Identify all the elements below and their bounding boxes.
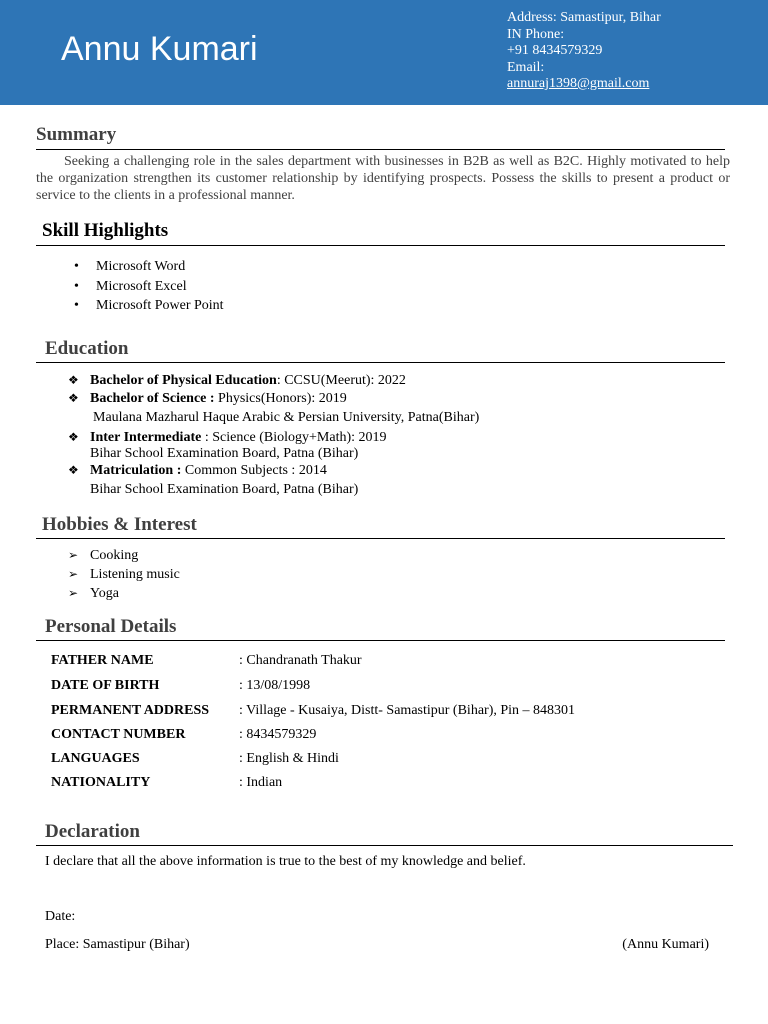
- education-entry: [90, 429, 387, 446]
- arrow-bullet-icon: ➢: [68, 586, 79, 600]
- skills-divider: [36, 245, 725, 246]
- bullet-icon: •: [74, 279, 79, 294]
- education-divider: [36, 362, 725, 363]
- degree-name: Bachelor of Science :: [90, 391, 215, 406]
- candidate-name: Annu Kumari: [61, 30, 258, 68]
- summary-text: Seeking a challenging role in the sales department with businesses in B2B as well as B2C. Highly motivated to help the organization strengthen its customer relationship by identifying prospects. Possess the skills to present a product or service to the clients in a professional manner.: [36, 154, 730, 203]
- detail-label: LANGUAGES: [51, 751, 140, 766]
- detail-value: : Village - Kusaiya, Distt- Samastipur (Bihar), Pin – 848301: [239, 703, 576, 718]
- degree-detail: : Science (Biology+Math): 2019: [201, 430, 387, 445]
- place-label: Place: Samastipur (Bihar): [45, 937, 190, 952]
- summary-divider: [36, 149, 725, 150]
- detail-label: DATE OF BIRTH: [51, 678, 160, 693]
- degree-name: Bachelor of Physical Education: [90, 373, 277, 388]
- contact-block: [507, 10, 661, 93]
- hobby-item: Yoga: [90, 586, 119, 601]
- detail-label: PERMANENT ADDRESS: [51, 703, 210, 718]
- degree-detail: Physics(Honors): 2019: [214, 391, 347, 406]
- summary-heading: Summary: [36, 124, 117, 145]
- detail-value: : 13/08/1998: [239, 678, 311, 693]
- email-label: Email:: [507, 59, 545, 75]
- degree-name: Matriculation :: [90, 463, 182, 478]
- skill-item: Microsoft Power Point: [96, 298, 224, 313]
- diamond-bullet-icon: ❖: [68, 391, 79, 405]
- phone-number: +91 8434579329: [507, 43, 603, 58]
- arrow-bullet-icon: ➢: [68, 548, 79, 562]
- skill-item: Microsoft Excel: [96, 279, 187, 294]
- declaration-divider: [36, 845, 733, 846]
- detail-value: : Chandranath Thakur: [239, 653, 362, 668]
- header-banner: [0, 0, 768, 105]
- declaration-heading: Declaration: [45, 821, 140, 842]
- institution-name: Bihar School Examination Board, Patna (Bihar): [90, 482, 359, 497]
- education-entry: [90, 462, 327, 479]
- education-entry: [90, 372, 406, 389]
- phone-label: IN Phone:: [507, 26, 565, 42]
- email-link[interactable]: annuraj1398@gmail.com: [507, 76, 650, 91]
- personal-heading: Personal Details: [45, 616, 177, 637]
- skill-item: Microsoft Word: [96, 259, 186, 274]
- detail-label: NATIONALITY: [51, 775, 151, 790]
- hobbies-heading: Hobbies & Interest: [42, 514, 197, 535]
- signature-name: (Annu Kumari): [622, 937, 709, 952]
- diamond-bullet-icon: ❖: [68, 373, 79, 387]
- education-heading: Education: [45, 338, 129, 359]
- declaration-text: I declare that all the above information is true to the best of my knowledge and belief.: [45, 854, 526, 869]
- detail-label: CONTACT NUMBER: [51, 727, 186, 742]
- diamond-bullet-icon: ❖: [68, 430, 79, 444]
- bullet-icon: •: [74, 298, 79, 313]
- date-label: Date:: [45, 909, 76, 924]
- degree-detail: : CCSU(Meerut): 2022: [276, 373, 406, 388]
- arrow-bullet-icon: ➢: [68, 567, 79, 581]
- hobbies-divider: [36, 538, 725, 539]
- detail-label: FATHER NAME: [51, 653, 154, 668]
- hobby-item: Cooking: [90, 548, 139, 563]
- detail-value: : 8434579329: [239, 727, 317, 742]
- degree-detail: Common Subjects : 2014: [181, 463, 327, 478]
- bullet-icon: •: [74, 259, 79, 274]
- institution-name: Bihar School Examination Board, Patna (Bihar): [90, 446, 359, 461]
- detail-value: : English & Hindi: [239, 751, 339, 766]
- skills-heading: Skill Highlights: [42, 220, 169, 241]
- degree-name: Inter Intermediate: [90, 430, 202, 445]
- education-entry: [90, 390, 347, 407]
- hobby-item: Listening music: [90, 567, 180, 582]
- institution-name: Maulana Mazharul Haque Arabic & Persian University, Patna(Bihar): [93, 410, 480, 425]
- diamond-bullet-icon: ❖: [68, 463, 79, 477]
- detail-value: : Indian: [239, 775, 283, 790]
- address-line: Address: Samastipur, Bihar: [507, 10, 661, 25]
- personal-divider: [36, 640, 725, 641]
